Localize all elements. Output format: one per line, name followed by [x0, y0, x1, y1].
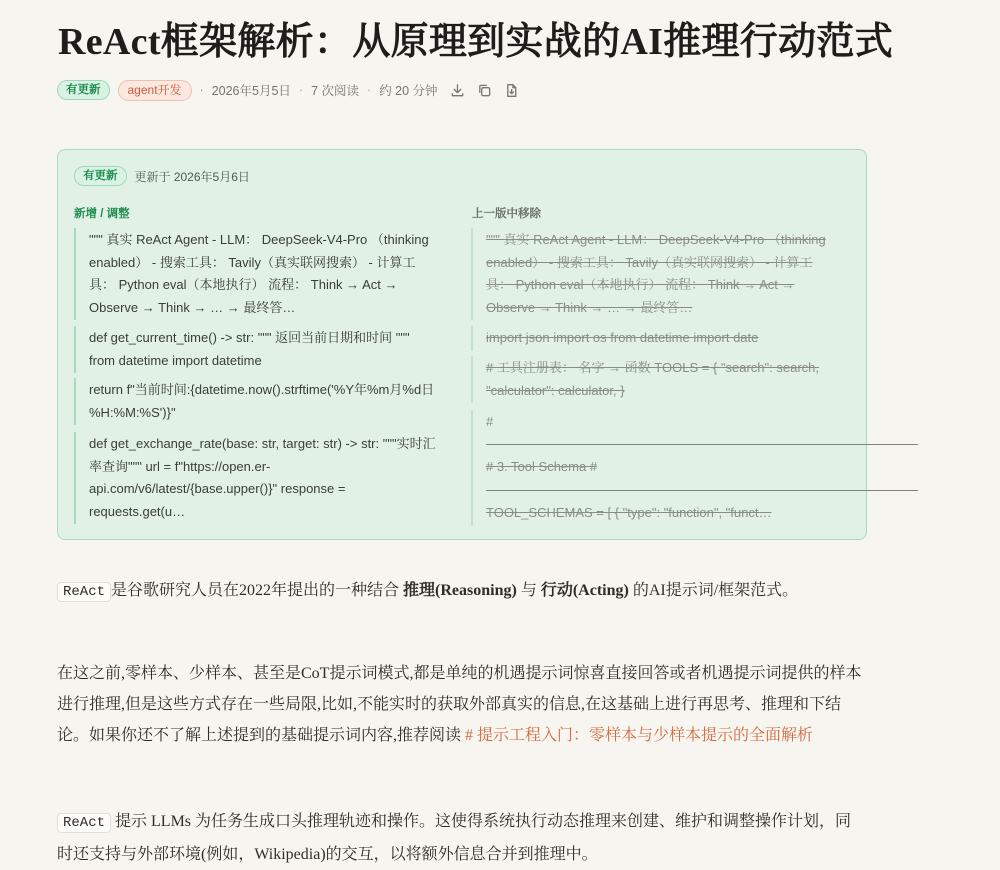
- meta-separator: ·: [199, 83, 204, 97]
- copy-icon[interactable]: [477, 83, 492, 98]
- removed-entry: import json import os from datetime import date: [471, 326, 831, 351]
- added-entry: return f"当前时间:{datetime.now().strftime('%Y年%m月%d日 %H:%M:%S')}": [74, 378, 436, 425]
- removed-divider: [486, 490, 918, 491]
- export-file-icon[interactable]: [504, 83, 519, 98]
- removed-entry: # 工具注册表： 名字 → 函数 TOOLS = { "search": search, "calculator": calculator, }: [471, 356, 831, 403]
- removed-divider: [486, 444, 918, 445]
- article-link[interactable]: # 提示工程入门：零样本与少样本提示的全面解析: [465, 727, 814, 744]
- tag-badge[interactable]: agent开发: [118, 80, 192, 101]
- meta-separator: ·: [367, 83, 372, 97]
- removed-entry: """ 真实 ReAct Agent - LLM： DeepSeek-V4-Pro （thinking enabled） - 搜索工具： Tavily（真实联网搜索） - 计算工具： Python eval（本地执行） 流程： Think → Act → Observe → Think → … → 最终答…: [471, 228, 831, 320]
- paragraph-text: 是谷歌研究人员在2022年提出的一种结合: [111, 582, 400, 599]
- updated-badge[interactable]: 有更新: [57, 80, 110, 100]
- bold-text: 行动(Acting): [540, 582, 629, 599]
- added-entry: def get_current_time() -> str: """ 返回当前日期和时间 """ from datetime import datetime: [74, 326, 436, 373]
- update-diff-panel: [57, 149, 867, 540]
- updated-at-text: 更新于 2026年5月6日: [134, 169, 250, 184]
- read-count: 7 次阅读: [311, 84, 360, 98]
- paragraph-intro: [57, 575, 867, 608]
- added-entry: def get_exchange_rate(base: str, target: str) -> str: """实时汇率查询""" url = f"https://open.er-api.com/v6/latest/{base.upper()}" response = requests.get(u…: [74, 432, 436, 524]
- panel-updated-badge: 有更新: [74, 166, 127, 186]
- publish-date: 2026年5月5日: [211, 84, 291, 98]
- paragraph-text: 与: [520, 582, 537, 599]
- read-time: 约 20 分钟: [379, 84, 438, 98]
- panel-header: [74, 166, 250, 186]
- removed-entry: #: [471, 410, 831, 458]
- added-entry: """ 真实 ReAct Agent - LLM： DeepSeek-V4-Pro （thinking enabled） - 搜索工具： Tavily（真实联网搜索） - 计算工具： Python eval（本地执行） 流程： Think → Act → Observe → Think → … → 最终答…: [74, 228, 436, 320]
- removed-entry: TOOL_SCHEMAS = [ { "type": "function", "funct…: [471, 501, 831, 526]
- removed-entry: # 3. Tool Schema #: [471, 455, 831, 503]
- meta-separator: ·: [298, 83, 304, 97]
- removed-heading: 上一版中移除: [472, 208, 541, 220]
- bold-text: 推理(Reasoning): [403, 582, 517, 599]
- paragraph-background: [57, 658, 867, 751]
- paragraph-text: 在这之前,零样本、少样本、甚至是CoT提示词模式,都是单纯的机遇提示词惊喜直接回答或者机遇提示词提供的样本进行推理,但是这些方式存在一些局限,比如,不能实时的获取外部真实的信息,在这基础上进行再思考、推理和下结论。如果你还不了解上述提到的基础提示词内容,推荐阅读: [57, 665, 862, 744]
- download-icon[interactable]: [450, 83, 465, 98]
- article-meta: [57, 79, 519, 101]
- added-heading: 新增 / 调整: [74, 208, 130, 220]
- inline-code: ReAct: [57, 813, 111, 833]
- paragraph-text: 的AI提示词/框架范式。: [632, 582, 799, 599]
- paragraph-react-desc: [57, 806, 867, 870]
- paragraph-text: 提示 LLMs 为任务生成口头推理轨迹和操作。这使得系统执行动态推理来创建、维护和调整操作计划，同时还支持与外部环境(例如，Wikipedia)的交互，以将额外信息合并到推理中。: [57, 813, 852, 863]
- page-title: ReAct框架解析：从原理到实战的AI推理行动范式: [58, 21, 894, 63]
- inline-code: ReAct: [57, 582, 111, 602]
